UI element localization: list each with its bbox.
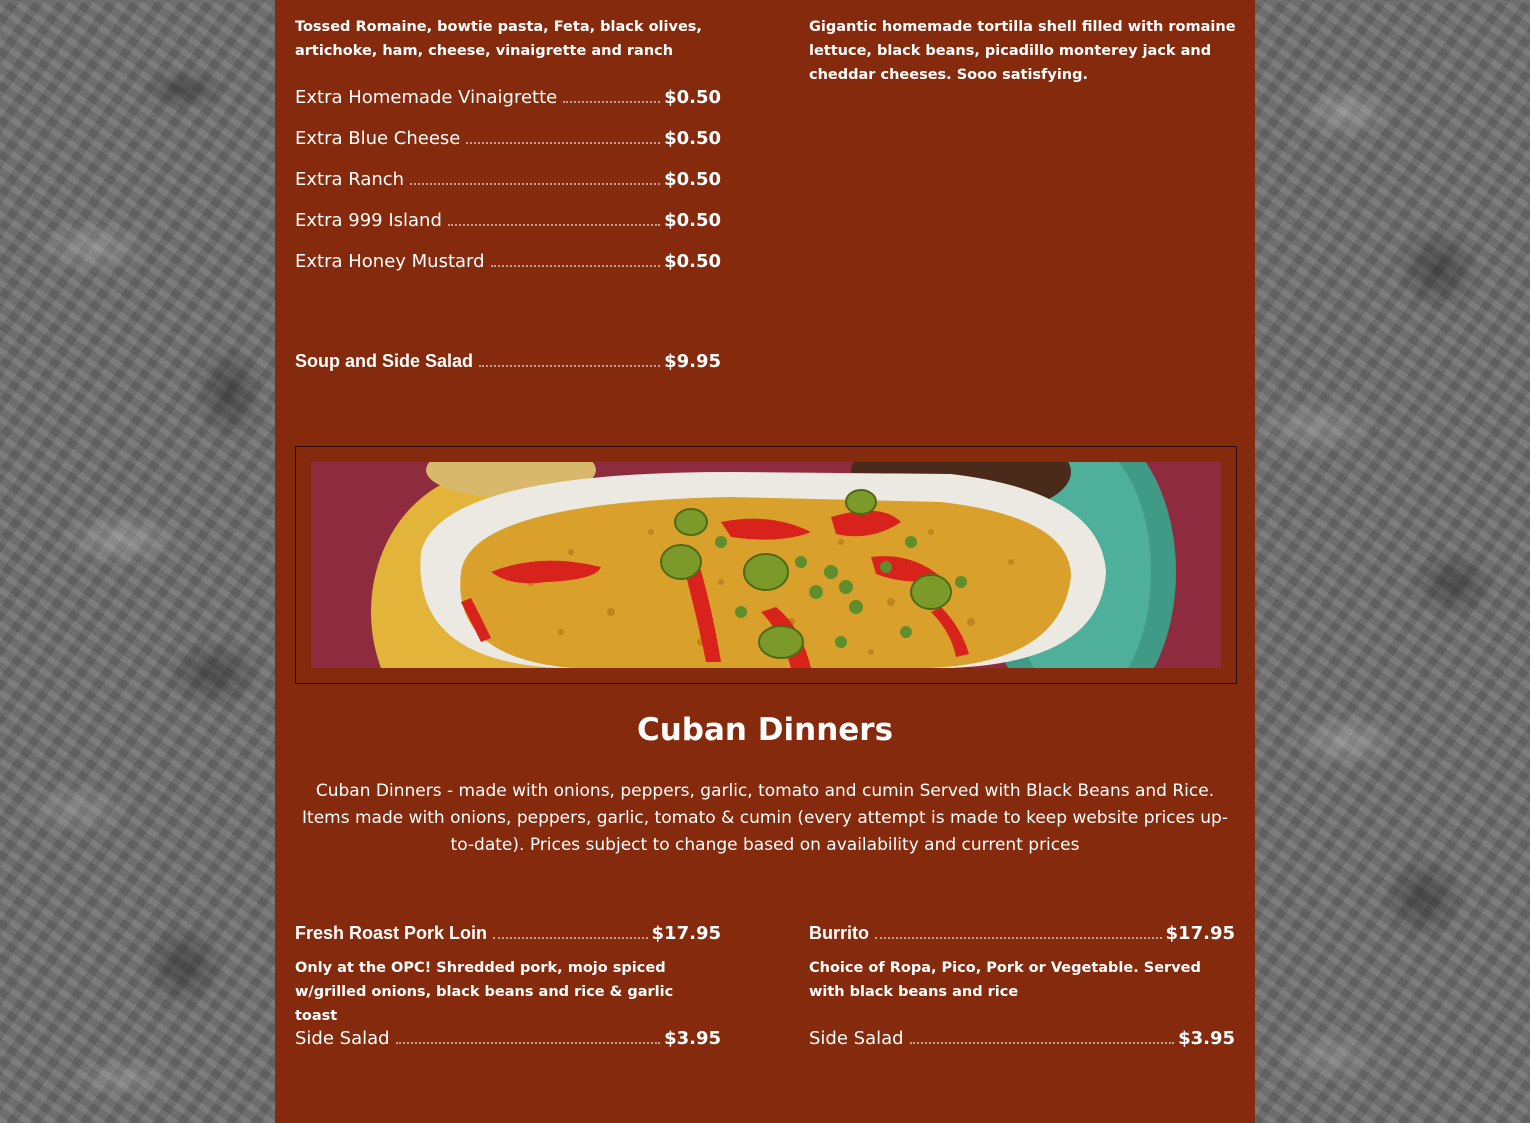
menu-item-price: $17.95	[1165, 923, 1235, 944]
menu-item-name: Side Salad	[809, 1028, 904, 1049]
roast-pork-loin-description: Only at the OPC! Shredded pork, mojo spiced w/grilled onions, black beans and rice & garlic toast	[295, 960, 674, 1024]
menu-item-name: Extra 999 Island	[295, 210, 442, 231]
menu-panel	[275, 0, 1255, 1123]
taco-salad-description: Gigantic homemade tortilla shell filled with romaine lettuce, black beans, picadillo monterey jack and cheddar cheeses. Sooo satisfying.	[809, 19, 1236, 83]
burrito-description: Choice of Ropa, Pico, Pork or Vegetable. Served with black beans and rice	[809, 960, 1201, 1000]
menu-item-name: Extra Homemade Vinaigrette	[295, 87, 558, 108]
menu-item-price: $0.50	[664, 128, 721, 149]
menu-item-name: Burrito	[809, 923, 869, 943]
menu-item-extra-honey-mustard	[295, 246, 721, 272]
menu-item-name: Side Salad	[295, 1028, 390, 1049]
menu-item-name: Extra Ranch	[295, 169, 405, 190]
menu-item-name: Fresh Roast Pork Loin	[295, 923, 488, 943]
menu-item-extra-ranch	[295, 164, 721, 190]
menu-item-price: $17.95	[651, 923, 721, 944]
dot-leader	[491, 265, 661, 267]
food-photo	[311, 462, 1221, 668]
dot-leader	[410, 183, 660, 185]
menu-item-price: $3.95	[1178, 1028, 1235, 1049]
dot-leader	[479, 365, 660, 367]
menu-item-extra-999-island	[295, 205, 721, 231]
dot-leader	[448, 224, 660, 226]
salad-description: Tossed Romaine, bowtie pasta, Feta, black olives, artichoke, ham, cheese, vinaigrette and ranch	[295, 19, 702, 59]
section-title: Cuban Dinners	[636, 712, 894, 748]
menu-item-side-salad	[809, 1023, 1235, 1049]
menu-item-burrito	[809, 918, 1235, 944]
menu-item-roast-pork-loin	[295, 918, 721, 944]
dot-leader	[563, 101, 660, 103]
dot-leader	[466, 142, 660, 144]
menu-item-price: $0.50	[664, 169, 721, 190]
dot-leader	[493, 937, 647, 939]
dot-leader	[875, 937, 1162, 939]
menu-item-price: $3.95	[664, 1028, 721, 1049]
menu-item-soup-and-side-salad	[295, 346, 721, 372]
food-photo-frame	[295, 446, 1237, 684]
menu-item-extra-vinaigrette	[295, 82, 721, 108]
menu-item-price: $0.50	[664, 87, 721, 108]
menu-item-name: Soup and Side Salad	[295, 351, 474, 371]
section-intro: Cuban Dinners - made with onions, peppers, garlic, tomato and cumin Served with Black Beans and Rice. Items made with onions, peppers, garlic, tomato & cumin (every attempt is made to keep website prices up-to-date). Prices subject to change based on availability and current prices	[302, 781, 1228, 855]
menu-item-price: $9.95	[664, 351, 721, 372]
menu-item-extra-blue-cheese	[295, 123, 721, 149]
menu-item-price: $0.50	[664, 251, 721, 272]
menu-item-price: $0.50	[664, 210, 721, 231]
dot-leader	[910, 1042, 1175, 1044]
dot-leader	[396, 1042, 661, 1044]
menu-item-side-salad	[295, 1023, 721, 1049]
menu-item-name: Extra Blue Cheese	[295, 128, 461, 149]
menu-item-name: Extra Honey Mustard	[295, 251, 485, 272]
